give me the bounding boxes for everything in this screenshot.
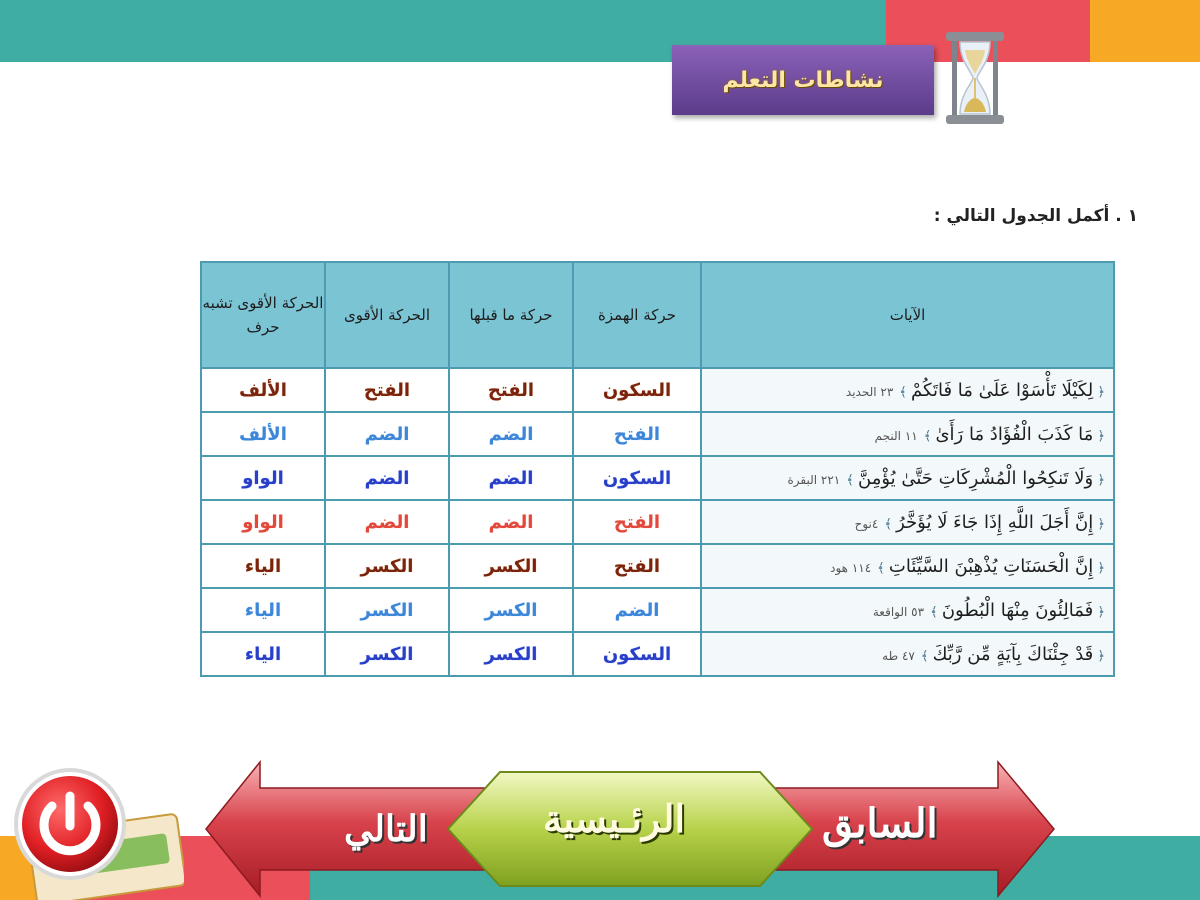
verse-ornament-icon: ﴿	[1093, 516, 1105, 532]
verse-cell	[701, 500, 1114, 544]
table-row	[201, 456, 1114, 500]
cell-strongest: الفتح	[325, 368, 449, 412]
header-verses: الآيات	[701, 262, 1114, 368]
verse-text: فَمَالِئُونَ مِنْهَا الْبُطُونَ	[941, 599, 1094, 621]
power-button[interactable]	[14, 762, 184, 900]
verse-reference: ٢٣ الحديد	[845, 384, 894, 399]
cell-before: الكسر	[449, 588, 573, 632]
header-strongest-movement: الحركة الأقوى	[325, 262, 449, 368]
cell-hamza: الضم	[573, 588, 701, 632]
activity-table	[200, 261, 1115, 677]
prev-button[interactable]: السابق	[822, 800, 938, 847]
verse-cell	[701, 412, 1114, 456]
table-row	[201, 544, 1114, 588]
verse-ornament-icon: ﴾	[923, 428, 936, 444]
verse-ornament-icon: ﴾	[899, 384, 912, 400]
cell-before: الكسر	[449, 544, 573, 588]
verse-cell	[701, 544, 1114, 588]
page-title-plate	[672, 45, 934, 115]
cell-letter: الواو	[201, 456, 325, 500]
verse-reference: ٤٧ طه	[882, 648, 915, 663]
header-hamza-movement: حركة الهمزة	[573, 262, 701, 368]
verse-reference: ٥٣ الواقعة	[872, 604, 925, 619]
cell-strongest: الكسر	[325, 632, 449, 676]
verse-reference: ١١٤ هود	[830, 560, 872, 575]
verse-text: قَدْ جِئْنَاكَ بِآيَةٍ مِّن رَّبِّكَ	[932, 643, 1094, 665]
cell-before: الفتح	[449, 368, 573, 412]
verse-ornament-icon: ﴾	[846, 472, 858, 488]
verse-text: إِنَّ أَجَلَ اللَّهِ إِذَا جَاءَ لَا يُؤَخَّرُ	[896, 511, 1094, 533]
verse-ornament-icon: ﴿	[1093, 472, 1105, 488]
verse-ornament-icon: ﴿	[1093, 384, 1105, 400]
cell-before: الضم	[449, 412, 573, 456]
cell-letter: الياء	[201, 544, 325, 588]
verse-reference: ١١ النجم	[874, 428, 918, 443]
cell-strongest: الضم	[325, 500, 449, 544]
verse-ornament-icon: ﴿	[1093, 428, 1105, 444]
cell-letter: الألف	[201, 412, 325, 456]
cell-strongest: الكسر	[325, 588, 449, 632]
cell-strongest: الضم	[325, 456, 449, 500]
home-button[interactable]: الرئـيسية	[543, 796, 686, 841]
header-similar-letter: الحركة الأقوى تشبه حرف	[201, 262, 325, 368]
cell-hamza: الفتح	[573, 500, 701, 544]
verse-ornament-icon: ﴾	[884, 516, 897, 532]
table-row	[201, 412, 1114, 456]
next-button[interactable]: التالي	[344, 808, 428, 850]
verse-ornament-icon: ﴾	[930, 604, 942, 620]
verse-cell	[701, 368, 1114, 412]
cell-hamza: الفتح	[573, 544, 701, 588]
cell-letter: الياء	[201, 588, 325, 632]
verse-ornament-icon: ﴿	[1093, 648, 1105, 664]
cell-before: الضم	[449, 456, 573, 500]
cell-strongest: الكسر	[325, 544, 449, 588]
cell-hamza: السكون	[573, 368, 701, 412]
verse-text: وَلَا تَنكِحُوا الْمُشْرِكَاتِ حَتَّىٰ يُؤْمِنَّ	[858, 467, 1094, 489]
header-preceding-movement: حركة ما قبلها	[449, 262, 573, 368]
cell-hamza: السكون	[573, 456, 701, 500]
verse-ornament-icon: ﴿	[1093, 560, 1105, 576]
cell-letter: الواو	[201, 500, 325, 544]
hourglass-icon	[940, 28, 1010, 128]
cell-hamza: السكون	[573, 632, 701, 676]
cell-hamza: الفتح	[573, 412, 701, 456]
table-row	[201, 368, 1114, 412]
cell-letter: الياء	[201, 632, 325, 676]
verse-cell	[701, 588, 1114, 632]
verse-ornament-icon: ﴾	[877, 560, 889, 576]
verse-ornament-icon: ﴿	[1093, 604, 1105, 620]
instruction-text: ١ . أكمل الجدول التالي :	[933, 206, 1138, 226]
verse-reference: ٢٢١ البقرة	[787, 472, 841, 487]
verse-cell	[701, 632, 1114, 676]
verse-reference: ٤نوح	[854, 516, 879, 531]
verse-ornament-icon: ﴾	[920, 648, 933, 664]
top-bar-orange	[1090, 0, 1200, 62]
table-row	[201, 632, 1114, 676]
verse-text: إِنَّ الْحَسَنَاتِ يُذْهِبْنَ السَّيِّئَاتِ	[888, 555, 1094, 577]
verse-text: مَا كَذَبَ الْفُؤَادُ مَا رَأَىٰ	[935, 423, 1094, 445]
cell-before: الكسر	[449, 632, 573, 676]
table-row	[201, 588, 1114, 632]
cell-before: الضم	[449, 500, 573, 544]
table-header-row	[201, 262, 1114, 368]
cell-strongest: الضم	[325, 412, 449, 456]
table-row	[201, 500, 1114, 544]
cell-letter: الألف	[201, 368, 325, 412]
verse-text: لِكَيْلَا تَأْسَوْا عَلَىٰ مَا فَاتَكُمْ	[911, 379, 1094, 401]
verse-cell	[701, 456, 1114, 500]
page-title: نشاطات التعلم	[722, 67, 884, 93]
